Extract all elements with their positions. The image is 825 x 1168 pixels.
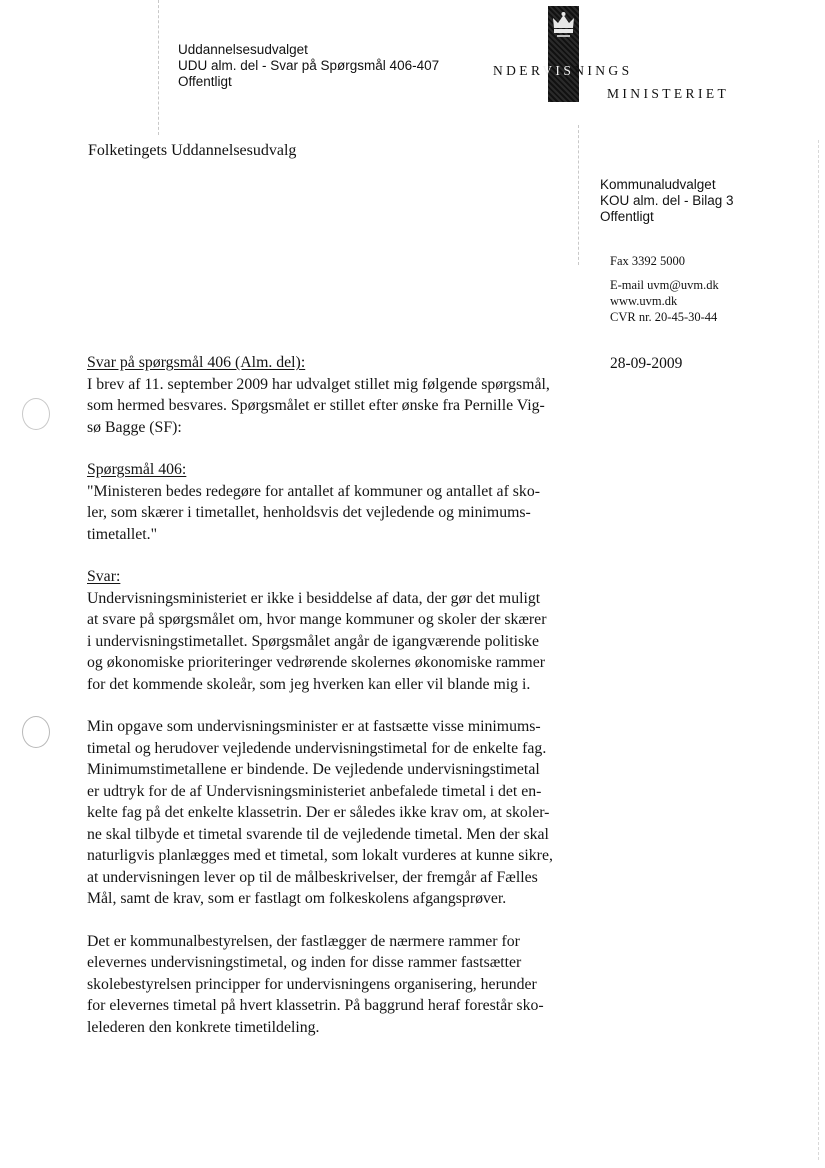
answer-line: for det kommende skoleår, som jeg hverken kan eller vil blande mig i. (87, 675, 531, 693)
answer-line: i undervisningstimetallet. Spørgsmålet angår de igangværende politiske (87, 632, 540, 650)
stamp-top-line1: Uddannelsesudvalget (178, 42, 308, 57)
logo-word-highlight: VIS (542, 63, 575, 78)
scan-edge-line (818, 140, 819, 1160)
logo-word-prefix: NDER (493, 63, 543, 78)
question-heading: Spørgsmål 406: (87, 461, 187, 478)
question-line: timetallet." (87, 525, 158, 543)
letter-body (87, 352, 557, 1038)
fax-line: Fax 3392 5000 (610, 254, 685, 268)
contact-web: www.uvm.dk (610, 294, 678, 308)
stamp-right (600, 177, 734, 225)
answer-title: Svar på spørgsmål 406 (Alm. del): (87, 354, 306, 371)
logo-word-top (493, 63, 633, 79)
answer-paragraph-3 (87, 931, 557, 1039)
stamp-top (178, 42, 439, 90)
paragraph-line: skolebestyrelsen principper for undervisningens organisering, herunder (87, 975, 537, 993)
stamp-top-line3: Offentligt (178, 74, 232, 89)
crown-icon (550, 10, 577, 40)
paragraph-line: elevernes undervisningstimetal, og inden for disse rammer fastsætter (87, 954, 522, 971)
stamp-right-line1: Kommunaludvalget (600, 177, 716, 192)
intro-block (87, 352, 557, 438)
scan-fold-line-right (578, 125, 579, 265)
stamp-right-line3: Offentligt (600, 209, 654, 224)
paragraph-line: Minimumstimetallene er bindende. De vejledende undervisningstimetal (87, 761, 540, 778)
paragraph-line: naturligvis planlægges med et timetal, som lokalt vurderes at kunne sikre, (87, 847, 553, 864)
paragraph-line: kelte fag på det enkelte klassetrin. Der er således ikke krav om, at skoler- (87, 804, 550, 821)
intro-line: som hermed besvares. Spørgsmålet er stillet efter ønske fra Pernille Vig- (87, 397, 545, 414)
question-block (87, 459, 557, 545)
contact-email: E-mail uvm@uvm.dk (610, 278, 719, 292)
paragraph-line: timetal og herudover vejledende undervisningstimetal for de enkelte fag. (87, 739, 547, 757)
logo-word-suffix: NINGS (574, 63, 633, 78)
paragraph-line: at undervisningen lever op til de målbeskrivelser, der fremgår af Fælles (87, 868, 538, 886)
contact-cvr: CVR nr. 20-45-30-44 (610, 310, 718, 324)
answer-line: at svare på spørgsmålet om, hvor mange kommuner og skoler der skærer (87, 611, 547, 628)
answer-heading: Svar: (87, 568, 121, 585)
answer-block (87, 566, 557, 695)
stamp-top-line2: UDU alm. del - Svar på Spørgsmål 406-407 (178, 58, 440, 73)
question-line: "Ministeren bedes redegøre for antallet af kommuner og antallet af sko- (87, 482, 540, 500)
recipient: Folketingets Uddannelsesudvalg (88, 142, 297, 159)
paragraph-line: Mål, samt de krav, som er fastlagt om folkeskolens afgangsprøver. (87, 890, 507, 907)
paragraph-line: er udtryk for de af Undervisningsministeriet anbefalede timetal i det en- (87, 782, 542, 800)
intro-line: sø Bagge (SF): (87, 418, 182, 436)
paragraph-line: Min opgave som undervisningsminister er at fastsætte visse minimums- (87, 718, 541, 735)
fax-line-clip (610, 254, 750, 269)
paragraph-line: for elevernes timetal på hvert klassetrin. På baggrund heraf forestår sko- (87, 997, 544, 1014)
paragraph-line: lelederen den konkrete timetildeling. (87, 1018, 320, 1036)
question-line: ler, som skærer i timetallet, henholdsvis det vejledende og minimums- (87, 504, 531, 521)
answer-line: og økonomiske prioriteringer vedrørende skolernes økonomiske rammer (87, 654, 545, 671)
answer-line: Undervisningsministeriet er ikke i besiddelse af data, der gør det muligt (87, 589, 541, 607)
intro-line: I brev af 11. september 2009 har udvalget stillet mig følgende spørgsmål, (87, 375, 550, 393)
scan-fold-line-left (158, 0, 159, 135)
answer-paragraph-2 (87, 716, 557, 910)
paragraph-line: ne skal tilbyde et timetal svarende til de vejledende timetal. Men der skal (87, 825, 549, 843)
logo-word-bottom: MINISTERIET (607, 86, 730, 101)
contact-block (610, 277, 719, 325)
punch-hole-bottom (22, 716, 50, 748)
stamp-right-line2: KOU alm. del - Bilag 3 (600, 193, 734, 208)
punch-hole-top (22, 398, 50, 430)
letter-date: 28-09-2009 (610, 355, 683, 372)
paragraph-line: Det er kommunalbestyrelsen, der fastlægger de nærmere rammer for (87, 932, 520, 950)
